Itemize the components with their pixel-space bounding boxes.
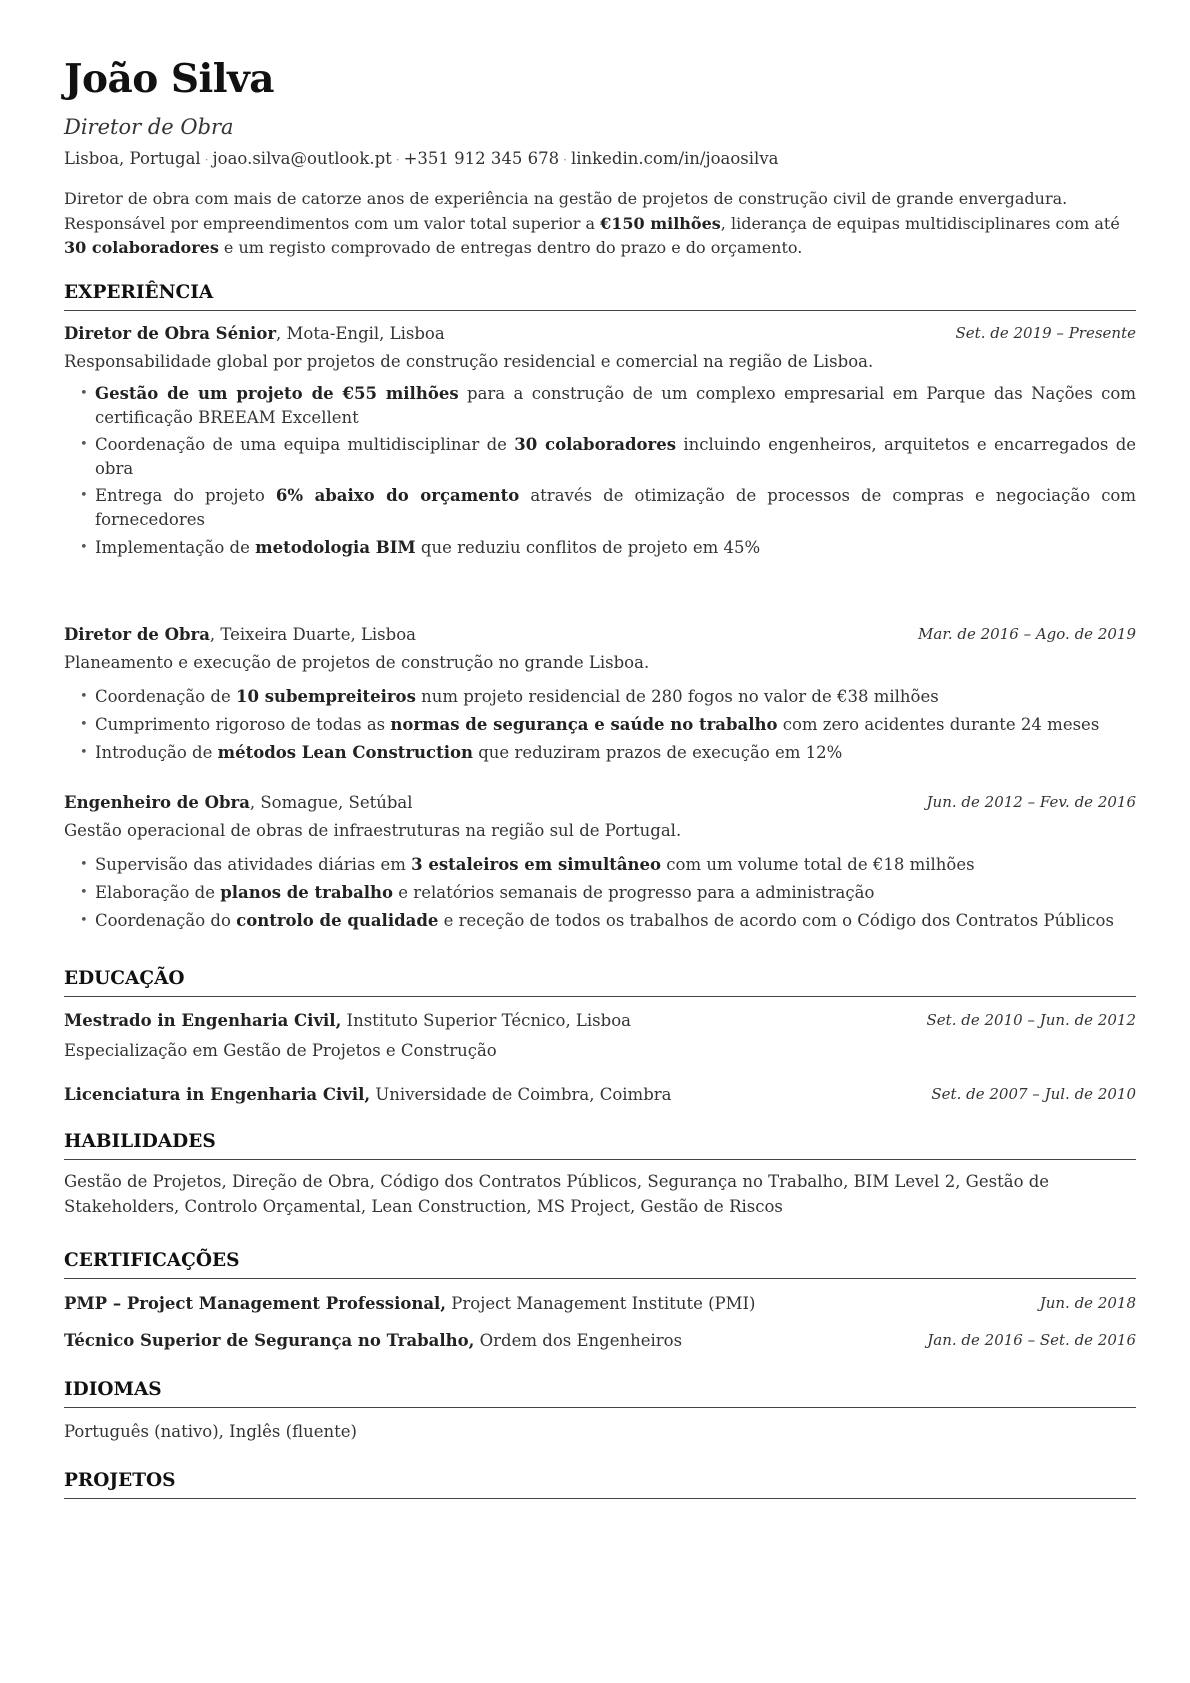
bullet-text: Coordenação do <box>95 911 237 930</box>
candidate-title: Diretor de Obra <box>64 115 234 139</box>
job-role: Diretor de Obra Sénior <box>64 324 277 343</box>
list-item <box>64 711 1136 739</box>
bullet-highlight: controlo de qualidade <box>236 911 439 930</box>
list-item <box>64 907 1136 935</box>
job-date: Jun. de 2012 – Fev. de 2016 <box>926 793 1136 811</box>
list-item <box>64 382 1136 429</box>
bullet-highlight: 6% abaixo do orçamento <box>275 486 520 505</box>
languages-list: Português (nativo), Inglês (fluente) <box>64 1422 357 1441</box>
job-role: Engenheiro de Obra <box>64 793 250 812</box>
job-date: Set. de 2019 – Presente <box>955 324 1136 342</box>
list-item <box>64 484 1136 531</box>
job-company: , Mota-Engil, Lisboa <box>276 324 445 343</box>
separator-dot: · <box>395 153 400 167</box>
bullet-text: Elaboração de <box>95 883 221 902</box>
section-title-experience: EXPERIÊNCIA <box>64 284 1136 311</box>
job-header <box>64 795 1136 812</box>
section-title-languages: IDIOMAS <box>64 1381 1136 1408</box>
job-company: , Somague, Setúbal <box>249 793 413 812</box>
list-item <box>64 433 1136 480</box>
education-degree: Licenciatura in Engenharia Civil, <box>64 1085 371 1104</box>
contact-location: Lisboa, Portugal <box>64 149 201 168</box>
bullet-text: através de otimização de processos de compras e negociação com fornecedores <box>95 486 1137 529</box>
bullet-text: Coordenação de uma equipa multidisciplinar de <box>95 435 515 454</box>
bullet-text: Coordenação de <box>95 687 236 706</box>
bullet-highlight: 30 colaboradores <box>514 435 677 454</box>
summary-text: , liderança de equipas multidisciplinares com até <box>720 213 1120 233</box>
bullet-text: Supervisão das atividades diárias em <box>95 855 412 874</box>
bullet-text: Cumprimento rigoroso de todas as <box>95 715 391 734</box>
job-header <box>64 627 1136 644</box>
contact-email[interactable]: joao.silva@outlook.pt <box>212 149 392 168</box>
job-bullets <box>64 683 1136 767</box>
education-degree: Mestrado in Engenharia Civil, <box>64 1011 342 1030</box>
section-title-certifications: CERTIFICAÇÕES <box>64 1252 1136 1279</box>
education-school: Universidade de Coimbra, Coimbra <box>370 1085 672 1104</box>
list-item <box>64 683 1136 711</box>
contact-line <box>64 151 778 168</box>
bullet-highlight: métodos Lean Construction <box>217 743 473 762</box>
bullet-text: incluindo engenheiros, arquitetos e encarregados de obra <box>95 435 1137 478</box>
summary-highlight: €150 milhões <box>600 213 721 233</box>
education-date: Set. de 2007 – Jul. de 2010 <box>931 1085 1136 1103</box>
job-bullets <box>64 851 1136 935</box>
job-description: Planeamento e execução de projetos de construção no grande Lisboa. <box>64 653 650 672</box>
bullet-highlight: Gestão de um projeto de €55 milhões <box>95 384 459 403</box>
job-description: Gestão operacional de obras de infraestruturas na região sul de Portugal. <box>64 821 682 840</box>
separator-dot: · <box>563 153 567 167</box>
job-role: Diretor de Obra <box>64 625 210 644</box>
bullet-highlight: normas de segurança e saúde no trabalho <box>390 715 778 734</box>
separator-dot: · <box>204 153 209 167</box>
bullet-text: e relatórios semanais de progresso para a administração <box>393 883 875 902</box>
job-header <box>64 326 1136 343</box>
certification-name: PMP – Project Management Professional, <box>64 1294 447 1313</box>
summary-paragraph <box>64 187 1136 261</box>
list-item <box>64 879 1136 907</box>
job-bullets <box>64 382 1136 560</box>
certification-entry <box>64 1333 1136 1350</box>
list-item <box>64 535 1136 560</box>
bullet-highlight: planos de trabalho <box>220 883 394 902</box>
education-entry <box>64 1087 1136 1104</box>
list-item <box>64 851 1136 879</box>
section-title-skills: HABILIDADES <box>64 1133 1136 1160</box>
bullet-highlight: metodologia BIM <box>255 538 416 557</box>
section-title-projects: PROJETOS <box>64 1472 1136 1499</box>
certification-date: Jun. de 2018 <box>1039 1294 1136 1312</box>
bullet-text: que reduziu conflitos de projeto em 45% <box>415 538 761 557</box>
bullet-text: Introdução de <box>95 743 218 762</box>
certification-issuer: Ordem dos Engenheiros <box>474 1331 683 1350</box>
certification-date: Jan. de 2016 – Set. de 2016 <box>927 1331 1136 1349</box>
education-school: Instituto Superior Técnico, Lisboa <box>341 1011 631 1030</box>
bullet-text: com um volume total de €18 milhões <box>661 855 975 874</box>
list-item <box>64 739 1136 767</box>
bullet-highlight: 10 subempreiteiros <box>236 687 416 706</box>
bullet-text: que reduziram prazos de execução em 12% <box>473 743 843 762</box>
bullet-text: e receção de todos os trabalhos de acordo com o Código dos Contratos Públicos <box>438 911 1114 930</box>
candidate-name: João Silva <box>64 56 275 102</box>
contact-phone[interactable]: +351 912 345 678 <box>403 149 560 168</box>
skills-list: Gestão de Projetos, Direção de Obra, Código dos Contratos Públicos, Segurança no Trabalho, BIM Level 2, Gestão de Stakeholders, Controlo Orçamental, Lean Construction, MS Project, Gestão de Riscos <box>64 1172 1050 1216</box>
job-company: , Teixeira Duarte, Lisboa <box>209 625 416 644</box>
summary-text: Diretor de obra com mais de catorze anos de experiência na gestão de projetos de construção civil de grande envergadura. Responsável por empreendimentos com um valor total superior a <box>64 189 1068 233</box>
certification-entry <box>64 1296 1136 1313</box>
summary-highlight: 30 colaboradores <box>64 238 219 257</box>
certification-name: Técnico Superior de Segurança no Trabalho, <box>64 1331 475 1350</box>
job-description: Responsabilidade global por projetos de construção residencial e comercial na região de Lisboa. <box>64 352 874 371</box>
certification-issuer: Project Management Institute (PMI) <box>446 1294 756 1313</box>
bullet-text: Implementação de <box>95 538 256 557</box>
summary-text: e um registo comprovado de entregas dentro do prazo e do orçamento. <box>218 238 803 257</box>
contact-linkedin[interactable]: linkedin.com/in/joaosilva <box>570 149 779 168</box>
education-entry <box>64 1013 1136 1030</box>
education-date: Set. de 2010 – Jun. de 2012 <box>926 1011 1136 1029</box>
bullet-highlight: 3 estaleiros em simultâneo <box>411 855 662 874</box>
bullet-text: para a construção de um complexo empresarial em Parque das Nações com certificação BREEAM Excellent <box>95 384 1136 427</box>
bullet-text: Entrega do projeto <box>95 486 276 505</box>
bullet-text: com zero acidentes durante 24 meses <box>777 715 1100 734</box>
section-title-education: EDUCAÇÃO <box>64 970 1136 997</box>
bullet-text: num projeto residencial de 280 fogos no valor de €38 milhões <box>415 687 939 706</box>
education-note: Especialização em Gestão de Projetos e Construção <box>64 1041 497 1060</box>
job-date: Mar. de 2016 – Ago. de 2019 <box>918 625 1136 643</box>
